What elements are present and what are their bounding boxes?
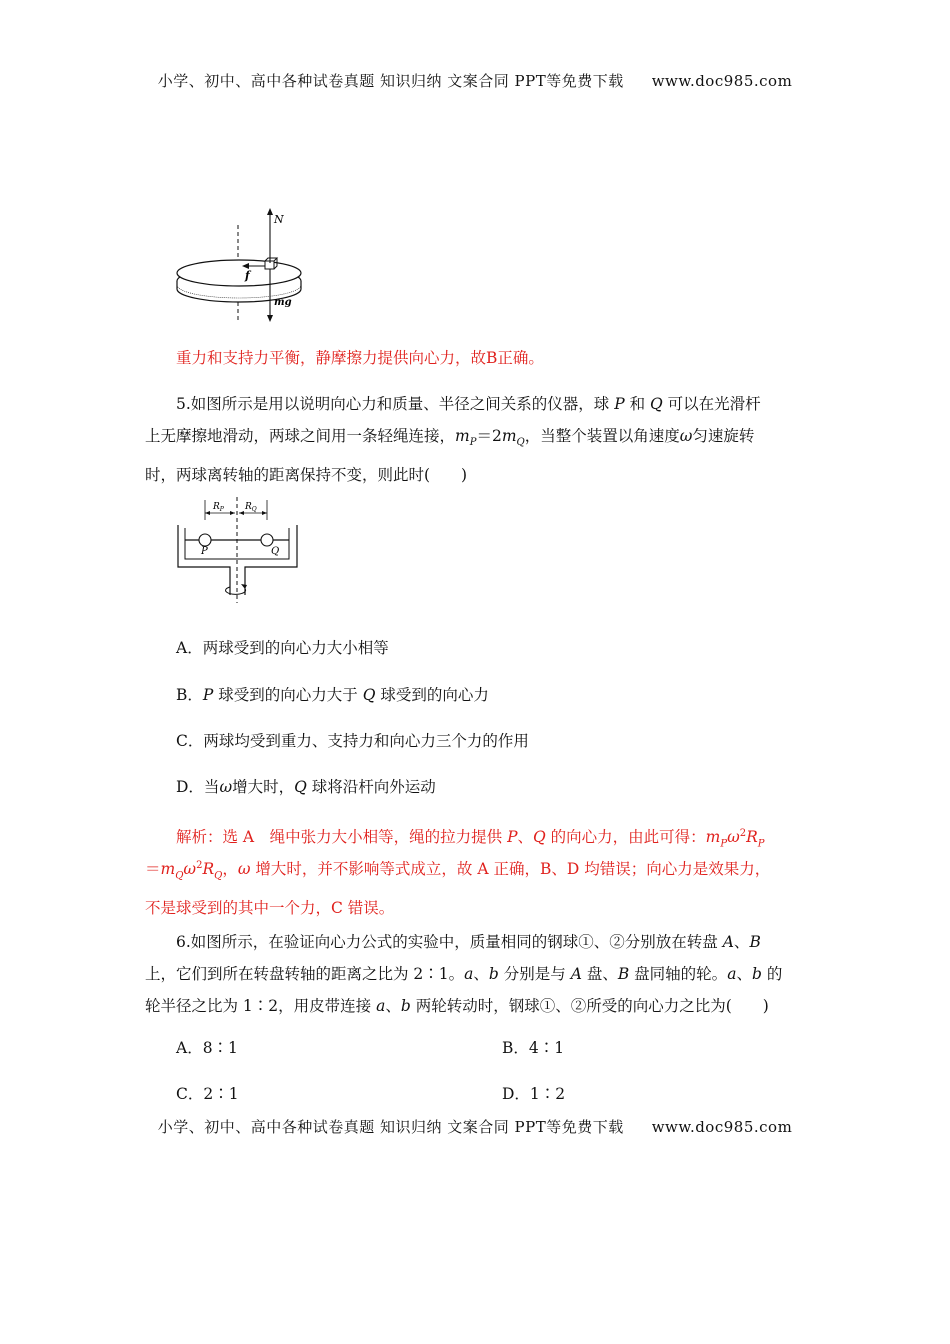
header-url[interactable]: www.doc985.com: [651, 72, 793, 90]
q5-line-2: 上无摩擦地滑动，两球之间用一条轻绳连接，$m_P=2m_Q$，当整个装置以角速度ω匀速旋转: [145, 427, 755, 449]
q6-stem-cont: [145, 958, 815, 1022]
header-text: 小学、初中、高中各种试卷真题 知识归纳 文案合同 PPT等免费下载: [157, 72, 624, 90]
rq-label: $R_Q$: [245, 502, 257, 513]
normal-force-label: N: [274, 213, 284, 226]
page-footer: [0, 1116, 950, 1137]
ball-p-label: P: [201, 546, 208, 557]
q6-line-1: 6.如图所示，在验证向心力公式的实验中，质量相同的钢球①、②分别放在转盘 A、B: [176, 933, 761, 951]
q5-analysis-line-2: $=m_Q\omega^2R_Q$，ω 增大时，并不影响等式成立，故 A 正确，B、D 均错误；向心力是效果力，: [145, 860, 771, 882]
footer-text: 小学、初中、高中各种试卷真题 知识归纳 文案合同 PPT等免费下载: [157, 1118, 624, 1136]
q5-analysis-line-3: 不是球受到的其中一个力，C 错误。: [145, 899, 395, 918]
page-header: [0, 70, 950, 91]
q6-option-d[interactable]: D．1∶2: [502, 1085, 566, 1103]
q5-analysis-cont: [145, 850, 815, 924]
ball-q-label: Q: [271, 546, 280, 557]
q5-stem-cont: [145, 420, 815, 491]
friction-label: f: [245, 269, 250, 282]
q6-option-a[interactable]: A．8∶1: [176, 1039, 238, 1057]
q6-line-2: 上，它们到所在转盘转轴的距离之比为 2∶1。a、b 分别是与 A 盘、B 盘同轴的轮。a、b 的: [145, 965, 783, 983]
q6-option-c[interactable]: C．2∶1: [176, 1085, 239, 1103]
q5-option-c[interactable]: C．两球均受到重力、支持力和向心力三个力的作用: [176, 732, 529, 750]
q4-note: 重力和支持力平衡，静摩擦力提供向心力，故B正确。: [176, 349, 544, 367]
rod-figure: [175, 495, 300, 610]
q5-option-a[interactable]: A．两球受到的向心力大小相等: [176, 639, 389, 657]
q5-stem: [176, 388, 816, 420]
q5-line-1: 5.如图所示是用以说明向心力和质量、半径之间关系的仪器，球 P 和 Q 可以在光滑杆: [176, 395, 761, 413]
turntable-figure: [175, 205, 315, 325]
q6-line-3: 轮半径之比为 1∶2，用皮带连接 a、b 两轮转动时，钢球①、②所受的向心力之比为( ): [145, 997, 769, 1015]
q6-option-b[interactable]: B．4∶1: [502, 1039, 565, 1057]
q5-analysis-line-1: 解析：选 A 绳中张力大小相等，绳的拉力提供 P、Q 的向心力，由此可得：$m_P\omega^2R_P$: [176, 828, 765, 850]
q5-option-d[interactable]: D．当ω增大时，Q 球将沿杆向外运动: [176, 778, 436, 796]
gravity-label: mg: [274, 297, 292, 308]
q5-option-b[interactable]: B．P 球受到的向心力大于 Q 球受到的向心力: [176, 686, 489, 704]
q5-line-3: 时，两球离转轴的距离保持不变，则此时( ): [145, 466, 468, 485]
footer-url[interactable]: www.doc985.com: [651, 1118, 793, 1136]
rp-label: $R_P$: [213, 502, 224, 513]
